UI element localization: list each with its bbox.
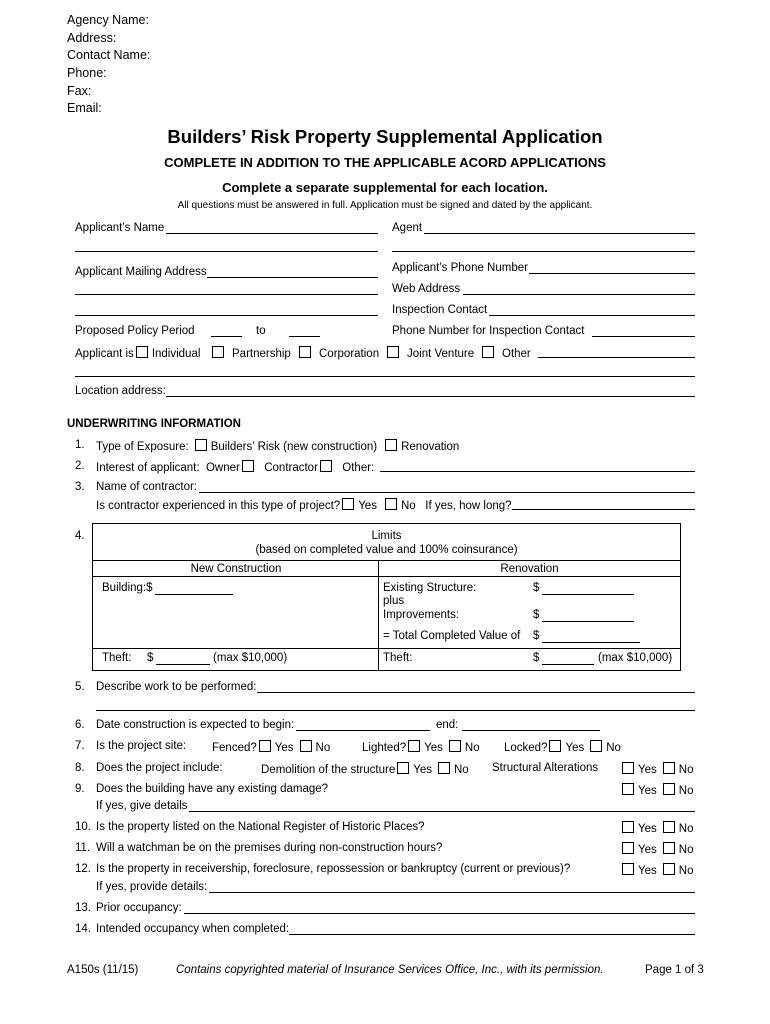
building-text: Building:: [102, 582, 147, 594]
checkbox-receivership-yes[interactable]: [622, 863, 634, 875]
checkbox-damage-yes[interactable]: [622, 783, 634, 795]
existing-structure-field[interactable]: [542, 594, 634, 595]
q8-label: Does the project include:: [96, 762, 223, 774]
theft-new-field[interactable]: [156, 664, 210, 665]
inspection-contact-label: Inspection Contact: [392, 304, 488, 316]
copyright-notice: Contains copyrighted material of Insurance Services Office, Inc., with its permission.: [176, 964, 604, 976]
applicant-name-field-2[interactable]: [75, 251, 378, 252]
q14-label: Intended occupancy when completed:: [96, 923, 290, 935]
agent-label: Agent: [392, 222, 423, 234]
q3-sub-row: [96, 498, 512, 512]
checkbox-damage-no[interactable]: [663, 783, 675, 795]
theft-renovation-max: (max $10,000): [598, 652, 673, 664]
location-address-label: Location address:: [75, 385, 166, 397]
q13-number: 13.: [75, 902, 91, 914]
existing-structure-dollar: $: [533, 582, 540, 594]
building-dollar: $: [146, 582, 153, 594]
q1-number: 1.: [75, 439, 85, 451]
q7-locked: [504, 740, 621, 754]
table-divider: [93, 576, 680, 577]
checkbox-experienced-yes[interactable]: [342, 498, 354, 510]
q8-structural-options: [620, 762, 693, 776]
web-address-label: Web Address: [392, 283, 461, 295]
theft-renovation-field[interactable]: [542, 664, 594, 665]
checkbox-renovation[interactable]: [385, 439, 397, 451]
building-label: [102, 582, 153, 594]
fenced-yes: Yes: [274, 742, 294, 754]
structural-yes: Yes: [638, 764, 657, 776]
q1-label: Type of Exposure:: [96, 441, 189, 453]
q9-label: Does the building have any existing damage?: [96, 783, 329, 795]
phone-label: Phone:: [67, 66, 107, 80]
checkbox-builders-risk[interactable]: [195, 439, 207, 451]
total-completed-label: = Total Completed Value of: [383, 630, 521, 642]
checkbox-other[interactable]: [482, 346, 494, 358]
renovation-header: Renovation: [500, 563, 559, 575]
theft-renovation-label: Theft:: [383, 652, 413, 664]
receivership-details-field[interactable]: [209, 892, 695, 893]
historic-yes: Yes: [638, 823, 657, 835]
checkbox-watchman-no[interactable]: [663, 842, 675, 854]
checkbox-corporation[interactable]: [299, 346, 311, 358]
checkbox-receivership-no[interactable]: [663, 863, 675, 875]
policy-to-label: to: [256, 325, 266, 337]
checkbox-historic-yes[interactable]: [622, 821, 634, 833]
agency-name-label: Agency Name:: [67, 13, 149, 27]
demolition-no: No: [454, 764, 469, 776]
checkbox-locked-yes[interactable]: [549, 740, 561, 752]
checkbox-locked-no[interactable]: [590, 740, 602, 752]
new-construction-header: New Construction: [190, 563, 282, 575]
table-column-divider: [378, 560, 379, 670]
checkbox-watchman-yes[interactable]: [622, 842, 634, 854]
inspection-contact-field[interactable]: [489, 315, 695, 316]
fenced-label: Fenced?: [212, 742, 257, 754]
q2-row: [96, 460, 374, 474]
construction-end-field[interactable]: [462, 730, 600, 731]
applicant-phone-field[interactable]: [529, 273, 695, 274]
checkbox-contractor[interactable]: [320, 460, 332, 472]
web-address-field[interactable]: [463, 294, 695, 295]
q12-label: Is the property in receivership, foreclosure, repossession or bankruptcy (current or previous)?: [96, 863, 571, 875]
agent-field[interactable]: [424, 233, 695, 234]
q10-options: [620, 821, 693, 835]
contact-name-label: Contact Name:: [67, 48, 151, 62]
q2-label: Interest of applicant:: [96, 462, 200, 474]
how-long-field[interactable]: [512, 509, 695, 510]
theft-new-dollar: $: [147, 652, 154, 664]
q5-number: 5.: [75, 681, 85, 693]
q11-label: Will a watchman be on the premises during non-construction hours?: [96, 842, 443, 854]
checkbox-lighted-yes[interactable]: [408, 740, 420, 752]
q4-number: 4.: [75, 530, 85, 542]
checkbox-demolition-yes[interactable]: [397, 762, 409, 774]
underwriting-heading: UNDERWRITING INFORMATION: [67, 418, 241, 430]
structural-no: No: [678, 764, 694, 776]
applicant-type-corporation: [297, 346, 379, 360]
q1-opt2: Renovation: [401, 441, 460, 453]
improvements-label: Improvements:: [383, 609, 460, 621]
checkbox-individual[interactable]: [136, 346, 148, 358]
fax-label: Fax:: [67, 84, 92, 98]
checkbox-joint-venture[interactable]: [387, 346, 399, 358]
q9-options: [620, 783, 693, 797]
mailing-address-field-3[interactable]: [75, 315, 378, 316]
q2-other-label: Other:: [342, 462, 375, 474]
type-corporation-label: Corporation: [319, 348, 380, 360]
email-label: Email:: [67, 101, 102, 115]
building-value-field[interactable]: [155, 594, 233, 595]
limits-title: Limits: [371, 530, 402, 542]
lighted-yes: Yes: [424, 742, 443, 754]
q7-fenced: [212, 740, 330, 754]
checkbox-experienced-no[interactable]: [385, 498, 397, 510]
q2-contractor-label: Contractor: [264, 462, 318, 474]
table-divider: [93, 560, 680, 561]
q8-demolition: [261, 762, 469, 776]
watchman-no: No: [678, 844, 694, 856]
q8-number: 8.: [75, 762, 85, 774]
demolition-label: Demolition of the structure: [261, 764, 396, 776]
form-id: A150s (11/15): [67, 964, 139, 976]
q14-number: 14.: [75, 923, 91, 935]
applicant-name-label: Applicant’s Name: [75, 222, 165, 234]
q3-how-long: If yes, how long?: [425, 500, 512, 512]
damage-no: No: [678, 785, 694, 797]
page-title: Builders’ Risk Property Supplemental Application: [167, 126, 603, 147]
q2-number: 2.: [75, 460, 85, 472]
receivership-no: No: [678, 865, 694, 877]
checkbox-fenced-no[interactable]: [300, 740, 312, 752]
theft-new-label: Theft:: [102, 652, 132, 664]
policy-end-field[interactable]: [289, 336, 320, 337]
work-description-field-2[interactable]: [96, 710, 695, 711]
q3-sub-label: Is contractor experienced in this type of project?: [96, 500, 341, 512]
historic-no: No: [678, 823, 694, 835]
q3-label: Name of contractor:: [96, 481, 197, 493]
other-type-field[interactable]: [538, 357, 695, 358]
work-description-field[interactable]: [257, 692, 695, 693]
checkbox-demolition-no[interactable]: [438, 762, 450, 774]
q13-label: Prior occupancy:: [96, 902, 182, 914]
subtitle: COMPLETE IN ADDITION TO THE APPLICABLE ACORD APPLICATIONS: [164, 155, 606, 170]
checkbox-partnership[interactable]: [212, 346, 224, 358]
locked-yes: Yes: [565, 742, 585, 754]
applicant-is-label: Applicant is: [75, 348, 134, 360]
locked-no: No: [606, 742, 621, 754]
policy-start-field[interactable]: [211, 336, 242, 337]
type-individual-label: Individual: [151, 348, 201, 360]
fenced-no: No: [315, 742, 331, 754]
construction-begin-field[interactable]: [296, 730, 430, 731]
q3-yes: Yes: [358, 500, 377, 512]
checkbox-lighted-no[interactable]: [449, 740, 461, 752]
type-joint-venture-label: Joint Venture: [407, 348, 475, 360]
q8-structural-label: Structural Alterations: [492, 762, 599, 774]
improvements-field[interactable]: [542, 621, 634, 622]
q11-number: 11.: [75, 842, 91, 854]
q1-row: [96, 439, 459, 453]
intended-occupancy-field[interactable]: [289, 934, 695, 935]
type-other-label: Other: [502, 348, 531, 360]
q9-number: 9.: [75, 783, 85, 795]
contractor-name-field[interactable]: [199, 492, 695, 493]
separator-line: [75, 376, 695, 377]
table-divider: [93, 648, 680, 649]
inspection-phone-field[interactable]: [592, 336, 695, 337]
theft-new-max: (max $10,000): [213, 652, 288, 664]
q3-number: 3.: [75, 481, 85, 493]
q9-sub-label: If yes, give details: [96, 800, 188, 812]
checkbox-structural-yes[interactable]: [622, 762, 634, 774]
q12-sub-label: If yes, provide details:: [96, 881, 208, 893]
damage-details-field[interactable]: [189, 811, 695, 812]
instructions: All questions must be answered in full. Application must be signed and dated by the applicant.: [177, 200, 593, 211]
q10-number: 10.: [75, 821, 91, 833]
agent-field-2[interactable]: [392, 251, 695, 252]
prior-occupancy-field[interactable]: [184, 913, 695, 914]
limits-table: [92, 523, 681, 671]
applicant-type-other: [480, 346, 531, 360]
q5-label: Describe work to be performed:: [96, 681, 257, 693]
mailing-address-field[interactable]: [207, 277, 378, 278]
lighted-label: Lighted?: [362, 742, 407, 754]
damage-yes: Yes: [638, 785, 657, 797]
total-completed-field[interactable]: [542, 642, 640, 643]
applicant-name-field[interactable]: [166, 233, 378, 234]
q11-options: [620, 842, 693, 856]
checkbox-fenced-yes[interactable]: [259, 740, 271, 752]
q6-label: Date construction is expected to begin:: [96, 719, 295, 731]
address-label: Address:: [67, 31, 117, 45]
lighted-no: No: [464, 742, 480, 754]
existing-structure-label: Existing Structure:: [383, 582, 477, 594]
checkbox-historic-no[interactable]: [663, 821, 675, 833]
location-address-field[interactable]: [166, 396, 695, 397]
policy-period-label: Proposed Policy Period: [75, 325, 195, 337]
q10-label: Is the property listed on the National Register of Historic Places?: [96, 821, 425, 833]
q6-number: 6.: [75, 719, 85, 731]
interest-other-field[interactable]: [380, 471, 695, 472]
q12-options: [620, 863, 693, 877]
page-number: Page 1 of 3: [645, 964, 704, 976]
checkbox-owner[interactable]: [242, 460, 254, 472]
locked-label: Locked?: [504, 742, 548, 754]
watchman-yes: Yes: [638, 844, 657, 856]
inspection-phone-label: Phone Number for Inspection Contact: [392, 325, 585, 337]
q3-no: No: [400, 500, 416, 512]
checkbox-structural-no[interactable]: [663, 762, 675, 774]
total-completed-dollar: $: [533, 630, 540, 642]
q1-opt1: Builders’ Risk (new construction): [210, 441, 378, 453]
q7-number: 7.: [75, 740, 85, 752]
mailing-address-field-2[interactable]: [75, 294, 378, 295]
q7-lighted: [362, 740, 480, 754]
plus-label: plus: [383, 595, 405, 607]
q12-number: 12.: [75, 863, 91, 875]
demolition-yes: Yes: [413, 764, 432, 776]
improvements-dollar: $: [533, 609, 540, 621]
q7-label: Is the project site:: [96, 740, 187, 752]
q2-owner-label: Owner: [205, 462, 240, 474]
limits-basis: (based on completed value and 100% coinsurance): [255, 544, 518, 556]
type-partnership-label: Partnership: [232, 348, 291, 360]
theft-renovation-dollar: $: [533, 652, 540, 664]
applicant-phone-label: Applicant’s Phone Number: [392, 262, 528, 274]
applicant-type-partnership: [210, 346, 291, 360]
receivership-yes: Yes: [638, 865, 657, 877]
applicant-type-row: [75, 346, 200, 360]
q6-end-label: end:: [436, 719, 459, 731]
applicant-type-joint-venture: [385, 346, 474, 360]
subtitle-location: Complete a separate supplemental for each location.: [222, 180, 548, 195]
mailing-address-label: Applicant Mailing Address: [75, 266, 207, 278]
